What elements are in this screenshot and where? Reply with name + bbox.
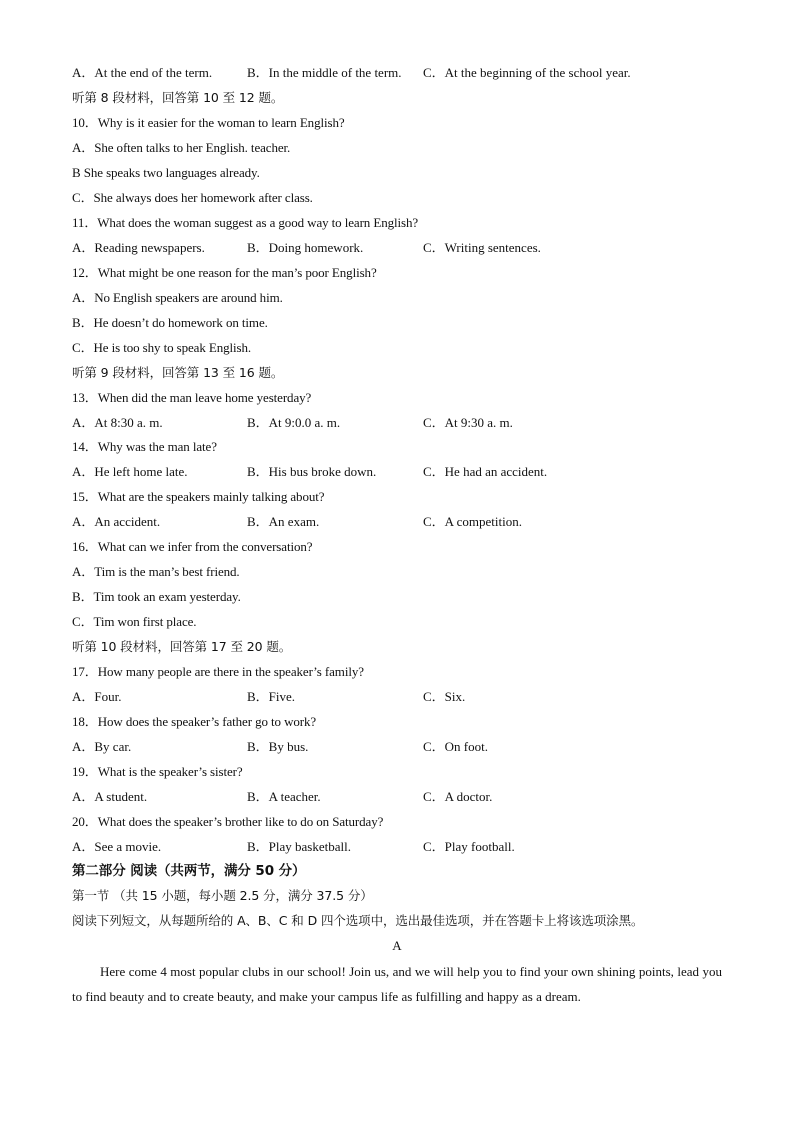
part-2-heading: 第二部分 阅读（共两节，满分 50 分） xyxy=(72,863,306,879)
option-b: B．Five. xyxy=(247,689,296,704)
q16-option-b: B．Tim took an exam yesterday. xyxy=(72,589,241,604)
q18-stem: 18．How does the speaker’s father go to work? xyxy=(72,714,317,729)
option-b: B．In the middle of the term. xyxy=(247,65,402,80)
section-9-instruction: 听第 9 段材料，回答第 13 至 16 题。 xyxy=(72,365,284,380)
q20-stem: 20．What does the speaker’s brother like to do on Saturday? xyxy=(72,814,384,829)
option-a: A．At 8:30 a. m. xyxy=(72,415,163,430)
q19-stem: 19．What is the speaker’s sister? xyxy=(72,764,243,779)
option-b: B．His bus broke down. xyxy=(247,464,377,479)
option-b: B．An exam. xyxy=(247,514,320,529)
option-b: B．A teacher. xyxy=(247,789,321,804)
q12-option-c: C．He is too shy to speak English. xyxy=(72,340,252,355)
option-c: C．At 9:30 a. m. xyxy=(423,415,513,430)
q12-option-a: A．No English speakers are around him. xyxy=(72,290,283,305)
q10-stem: 10．Why is it easier for the woman to learn English? xyxy=(72,115,345,130)
option-b: B．At 9:0.0 a. m. xyxy=(247,415,341,430)
option-b: B．Play basketball. xyxy=(247,839,351,854)
q16-option-a: A．Tim is the man’s best friend. xyxy=(72,564,240,579)
option-c: C．On foot. xyxy=(423,739,489,754)
q10-option-b: B She speaks two languages already. xyxy=(72,165,260,180)
option-c: C．At the beginning of the school year. xyxy=(423,65,631,80)
q12-option-b: B．He doesn’t do homework on time. xyxy=(72,315,268,330)
option-a: A．At the end of the term. xyxy=(72,65,213,80)
option-c: C．A competition. xyxy=(423,514,522,529)
option-a: A．He left home late. xyxy=(72,464,188,479)
option-a: A．A student. xyxy=(72,789,148,804)
passage-label: A xyxy=(392,938,402,953)
option-c: C．Six. xyxy=(423,689,466,704)
option-c: C．Writing sentences. xyxy=(423,240,541,255)
section-8-instruction: 听第 8 段材料，回答第 10 至 12 题。 xyxy=(72,90,284,105)
option-c: C．He had an accident. xyxy=(423,464,548,479)
option-a: A．See a movie. xyxy=(72,839,162,854)
q15-stem: 15．What are the speakers mainly talking about? xyxy=(72,489,325,504)
q10-option-c: C．She always does her homework after class. xyxy=(72,190,313,205)
option-a: A．By car. xyxy=(72,739,132,754)
option-a: A．An accident. xyxy=(72,514,161,529)
section-1-heading: 第一节 （共 15 小题，每小题 2.5 分，满分 37.5 分） xyxy=(72,888,373,903)
reading-instructions: 阅读下列短文，从每题所给的 A、B、C 和 D 四个选项中，选出最佳选项，并在答题卡上将该选项涂黑。 xyxy=(72,913,644,928)
q16-stem: 16．What can we infer from the conversation? xyxy=(72,539,313,554)
option-a: A．Reading newspapers. xyxy=(72,240,205,255)
q16-option-c: C．Tim won first place. xyxy=(72,614,197,629)
option-a: A．Four. xyxy=(72,689,122,704)
q12-stem: 12．What might be one reason for the man’s poor English? xyxy=(72,265,377,280)
section-10-instruction: 听第 10 段材料，回答第 17 至 20 题。 xyxy=(72,639,292,654)
passage-paragraph: Here come 4 most popular clubs in our school! Join us, and we will help you to find your own shining points, lead you to find beauty and to create beauty, and make your campus life as fulfilling and happy as a dream. xyxy=(72,964,722,1004)
option-b: B．By bus. xyxy=(247,739,309,754)
q14-stem: 14．Why was the man late? xyxy=(72,439,217,454)
option-b: B．Doing homework. xyxy=(247,240,364,255)
q11-stem: 11．What does the woman suggest as a good way to learn English? xyxy=(72,215,419,230)
q17-stem: 17．How many people are there in the speaker’s family? xyxy=(72,664,364,679)
q13-stem: 13．When did the man leave home yesterday? xyxy=(72,390,312,405)
q10-option-a: A．She often talks to her English. teacher. xyxy=(72,140,291,155)
option-c: C．A doctor. xyxy=(423,789,493,804)
option-c: C．Play football. xyxy=(423,839,515,854)
